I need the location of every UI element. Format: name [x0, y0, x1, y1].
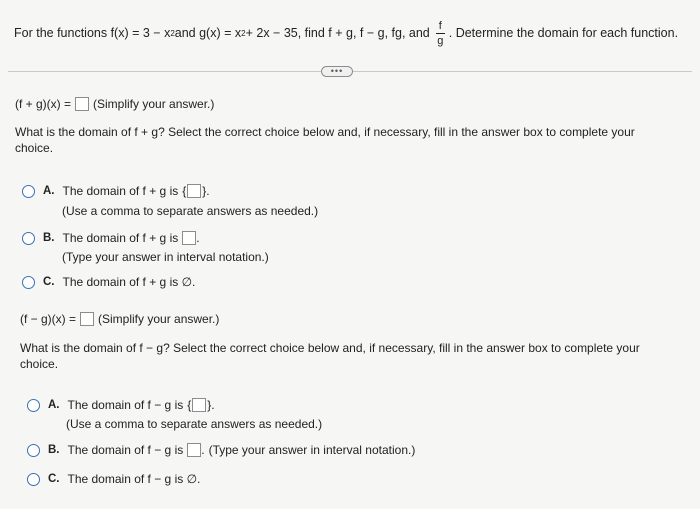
fplusg-choice-b-note: (Type your answer in interval notation.) [62, 250, 269, 264]
fplusg-choice-b[interactable] [22, 231, 200, 245]
frac-bar [436, 33, 445, 34]
fminusg-expr: (f − g)(x) = [20, 312, 77, 326]
fplusg-hint: (Simplify your answer.) [93, 97, 215, 111]
exp-1: 2 [170, 28, 175, 38]
fplusg-expression-row [15, 97, 214, 111]
header-pre: For the functions f(x) = 3 − x [14, 26, 171, 40]
fplusg-domain-question: What is the domain of f + g? Select the correct choice below and, if necessary, fill in the answer box to complete your choice. [15, 125, 635, 155]
header-post: + 2x − 35, find f + g, f − g, fg, and [245, 26, 430, 40]
radio-button[interactable] [22, 276, 35, 289]
choice-letter: A. [43, 185, 55, 197]
fminusg-expression-row [20, 312, 219, 326]
period: . [211, 398, 215, 412]
choice-text: The domain of f − g is ∅. [67, 472, 201, 486]
period: . [196, 231, 200, 245]
fminusg-choice-a[interactable] [27, 398, 215, 412]
fminusg-choice-c[interactable] [27, 472, 200, 486]
fminusg-interval-answer-box[interactable] [187, 443, 201, 457]
choice-letter: B. [43, 232, 55, 244]
choice-text: The domain of f − g is [67, 443, 184, 457]
fplusg-expr: (f + g)(x) = [15, 97, 72, 111]
period: . [206, 184, 210, 198]
fplusg-choice-c[interactable] [22, 275, 195, 289]
fminusg-domain-question: What is the domain of f − g? Select the correct choice below and, if necessary, fill in the answer box to complete your choice. [20, 341, 640, 371]
fraction-f-over-g [436, 20, 445, 47]
header-tail: . Determine the domain for each function. [448, 26, 679, 40]
fplusg-choice-a[interactable] [22, 184, 210, 198]
choice-text: The domain of f + g is ∅. [62, 275, 196, 289]
fplusg-set-answer-box[interactable] [187, 184, 201, 198]
brace-close: } [207, 398, 212, 412]
fminusg-choice-b[interactable] [27, 443, 415, 457]
fminusg-answer-box[interactable] [80, 312, 94, 326]
problem-statement [14, 10, 694, 56]
radio-button[interactable] [22, 185, 35, 198]
frac-denominator: g [437, 34, 444, 47]
fplusg-interval-answer-box[interactable] [182, 231, 196, 245]
exp-2: 2 [241, 28, 246, 38]
fminusg-choice-b-note: (Type your answer in interval notation.) [208, 443, 416, 457]
brace-close: } [202, 184, 207, 198]
more-button[interactable]: ••• [321, 66, 353, 77]
fplusg-answer-box[interactable] [75, 97, 89, 111]
set-input [187, 398, 214, 412]
choice-letter: B. [48, 444, 60, 456]
header-mid: and g(x) = x [174, 26, 242, 40]
set-input [182, 184, 209, 198]
radio-button[interactable] [27, 399, 40, 412]
choice-text: The domain of f + g is [62, 184, 179, 198]
fminusg-choice-a-note: (Use a comma to separate answers as needed.) [66, 417, 323, 431]
choice-letter: C. [48, 473, 60, 485]
brace-open: { [182, 184, 187, 198]
fplusg-choice-a-note: (Use a comma to separate answers as needed.) [62, 204, 319, 218]
radio-button[interactable] [22, 232, 35, 245]
radio-button[interactable] [27, 473, 40, 486]
choice-letter: C. [43, 276, 55, 288]
radio-button[interactable] [27, 444, 40, 457]
choice-letter: A. [48, 399, 60, 411]
fminusg-set-answer-box[interactable] [192, 398, 206, 412]
frac-numerator: f [438, 19, 442, 32]
period: . [201, 443, 205, 457]
fminusg-hint: (Simplify your answer.) [98, 312, 220, 326]
choice-text: The domain of f − g is [67, 398, 184, 412]
choice-text: The domain of f + g is [62, 231, 179, 245]
brace-open: { [187, 398, 192, 412]
